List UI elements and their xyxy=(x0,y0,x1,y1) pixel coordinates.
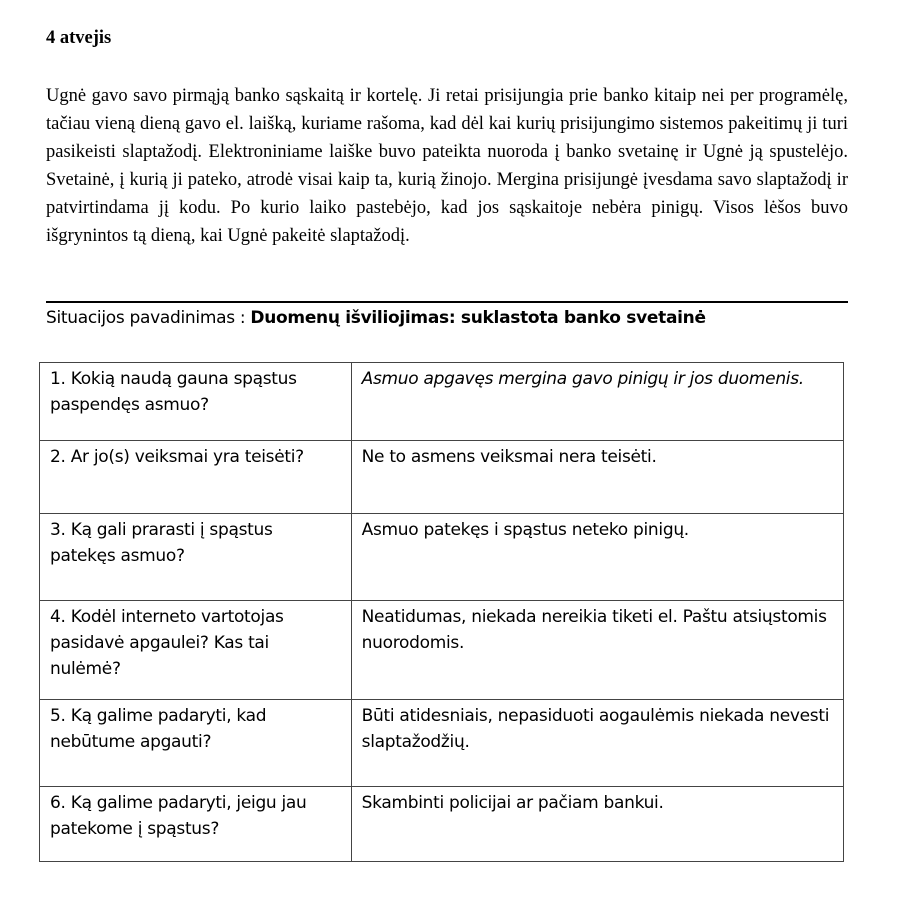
question-cell: 3. Ką gali prarasti į spąstus patekęs asmuo? xyxy=(40,514,352,601)
table-row xyxy=(40,700,844,787)
question-cell: 4. Kodėl interneto vartotojas pasidavė apgaulei? Kas tai nulėmė? xyxy=(40,601,352,700)
situation-title xyxy=(46,308,706,328)
question-answer-table xyxy=(39,362,844,862)
answer-cell: Skambinti policijai ar pačiam bankui. xyxy=(351,787,843,862)
case-description: Ugnė gavo savo pirmąją banko sąskaitą ir kortelę. Ji retai prisijungia prie banko kitaip nei per programėlę, tačiau vieną dieną gavo el. laišką, kuriame rašoma, kad dėl kai kurių prisijungimo sistemos pakeitimų ji turi pasikeisti slaptažodį. Elektroniniame laiške buvo pateikta nuoroda į banko svetainę ir Ugnė ją spustelėjo. Svetainė, į kurią ji pateko, atrodė visai kaip ta, kurią žinojo. Mergina prisijungė įvesdama savo slaptažodį ir patvirtindama jį kodu. Po kurio laiko pastebėjo, kad jos sąskaitoje nebėra pinigų. Visos lėšos buvo išgrynintos tą dieną, kai Ugnė pakeitė slaptažodį. xyxy=(46,86,848,246)
answer-cell: Būti atidesniais, nepasiduoti aogaulėmis niekada nevesti slaptažodžių. xyxy=(351,700,843,787)
answer-cell: Asmuo apgavęs mergina gavo pinigų ir jos duomenis. xyxy=(351,363,843,441)
question-cell: 2. Ar jo(s) veiksmai yra teisėti? xyxy=(40,441,352,514)
question-cell: 1. Kokią naudą gauna spąstus paspendęs asmuo? xyxy=(40,363,352,441)
table-row xyxy=(40,441,844,514)
situation-value: Duomenų išviliojimas: suklastota banko svetainė xyxy=(250,308,706,328)
question-cell: 6. Ką galime padaryti, jeigu jau patekome į spąstus? xyxy=(40,787,352,862)
case-heading: 4 atvejis xyxy=(46,28,112,48)
answer-cell: Neatidumas, niekada nereikia tiketi el. Paštu atsiųstomis nuorodomis. xyxy=(351,601,843,700)
question-cell: 5. Ką galime padaryti, kad nebūtume apgauti? xyxy=(40,700,352,787)
horizontal-divider xyxy=(46,301,848,303)
table-row xyxy=(40,363,844,441)
answer-cell: Ne to asmens veiksmai nera teisėti. xyxy=(351,441,843,514)
table-row xyxy=(40,787,844,862)
table-row xyxy=(40,514,844,601)
answer-cell: Asmuo patekęs i spąstus neteko pinigų. xyxy=(351,514,843,601)
situation-label: Situacijos pavadinimas : xyxy=(46,308,251,328)
table-row xyxy=(40,601,844,700)
